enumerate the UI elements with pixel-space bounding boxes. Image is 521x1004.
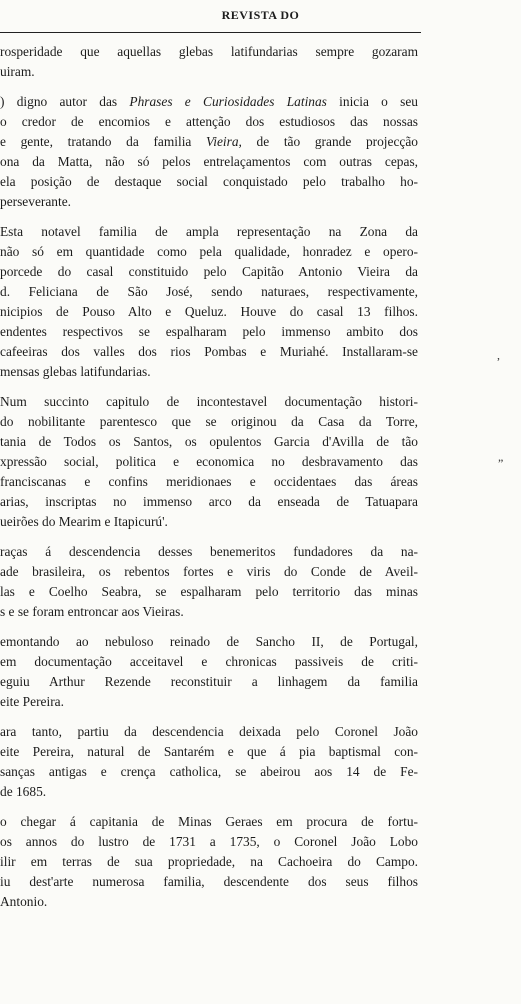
- header-rule: [0, 32, 421, 33]
- text-line: Antonio.: [0, 894, 48, 909]
- margin-mark: ,: [497, 348, 500, 362]
- text-line: o credor de encomios e attenção dos estudiosos das nossas: [0, 114, 418, 129]
- text-line: eite Pereira.: [0, 694, 64, 709]
- paragraph: [0, 722, 418, 802]
- margin-mark: ”: [498, 456, 504, 470]
- text-line: o chegar á capitania de Minas Geraes em procura de fortu-: [0, 814, 418, 829]
- text-line: uiram.: [0, 64, 35, 79]
- text-line: ) digno autor das Phrases e Curiosidades Latinas inicia o seu: [0, 94, 418, 109]
- paragraph: [0, 812, 418, 912]
- text-line: franciscanas e confins meridionaes e occidentaes das áreas: [0, 474, 418, 489]
- text-line: ela posição de destaque social conquistado pelo trabalho ho-: [0, 174, 418, 189]
- text-line: porcede do casal constituido pelo Capitão Antonio Vieira da: [0, 264, 418, 279]
- paragraph: [0, 222, 418, 382]
- text-line: rosperidade que aquellas glebas latifundarias sempre gozaram: [0, 44, 418, 59]
- text-line: de 1685.: [0, 784, 47, 799]
- paragraph: [0, 632, 418, 712]
- text-line: xpressão social, politica e economica no desbravamento das: [0, 454, 418, 469]
- text-line: eite Pereira, natural de Santarém e que á pia baptismal con-: [0, 744, 418, 759]
- text-line: do nobilitante parentesco que se originou da Casa da Torre,: [0, 414, 418, 429]
- text-line: Esta notavel familia de ampla representação na Zona da: [0, 224, 418, 239]
- text-line: ara tanto, partiu da descendencia deixada pelo Coronel João: [0, 724, 418, 739]
- text-line: cafeeiras dos valles dos rios Pombas e Muriahé. Installaram-se: [0, 344, 418, 359]
- text-line: iu dest'arte numerosa familia, descendente dos seus filhos: [0, 874, 418, 889]
- text-line: não só em quantidade como pela qualidade, honradez e opero-: [0, 244, 418, 259]
- body-text: [0, 42, 418, 912]
- text-line: os annos do lustro de 1731 a 1735, o Coronel João Lobo: [0, 834, 418, 849]
- text-line: em documentação acceitavel e chronicas passiveis de criti-: [0, 654, 418, 669]
- text-line: las e Coelho Seabra, se espalharam pelo territorio das minas: [0, 584, 418, 599]
- text-line: nicipios de Pouso Alto e Queluz. Houve do casal 13 filhos.: [0, 304, 418, 319]
- paragraph: [0, 392, 418, 532]
- text-line: sanças antigas e crença catholica, se abeirou aos 14 de Fe-: [0, 764, 418, 779]
- text-line: emontando ao nebuloso reinado de Sancho II, de Portugal,: [0, 634, 418, 649]
- text-line: tania de Todos os Santos, os opulentos Garcia d'Avilla de tão: [0, 434, 418, 449]
- text-line: ade brasileira, os rebentos fortes e viris do Conde de Aveil-: [0, 564, 418, 579]
- running-header: REVISTA DO: [221, 8, 300, 22]
- text-line: mensas glebas latifundarias.: [0, 364, 151, 379]
- paragraph: [0, 542, 418, 622]
- text-line: Num succinto capitulo de incontestavel documentação histori-: [0, 394, 418, 409]
- text-line: ilir em terras de sua propriedade, na Cachoeira do Campo.: [0, 854, 418, 869]
- text-line: arias, inscriptas no immenso arco da enseada de Tatuapara: [0, 494, 418, 509]
- paragraph: [0, 92, 418, 212]
- text-line: s e se foram entroncar aos Vieiras.: [0, 604, 184, 619]
- text-line: eguiu Arthur Rezende reconstituir a linhagem da familia: [0, 674, 418, 689]
- text-line: raças á descendencia desses benemeritos fundadores da na-: [0, 544, 418, 559]
- text-line: endentes respectivos se espalharam pelo immenso ambito dos: [0, 324, 418, 339]
- text-line: perseverante.: [0, 194, 72, 209]
- text-line: ona da Matta, não só pelos entrelaçamentos com outras cepas,: [0, 154, 418, 169]
- text-line: ueirões do Mearim e Itapicurú'.: [0, 514, 168, 529]
- text-line: d. Feliciana de São José, sendo naturaes, respectivamente,: [0, 284, 418, 299]
- text-line: e gente, tratando da familia Vieira, de tão grande projecção: [0, 134, 418, 149]
- paragraph: [0, 42, 418, 82]
